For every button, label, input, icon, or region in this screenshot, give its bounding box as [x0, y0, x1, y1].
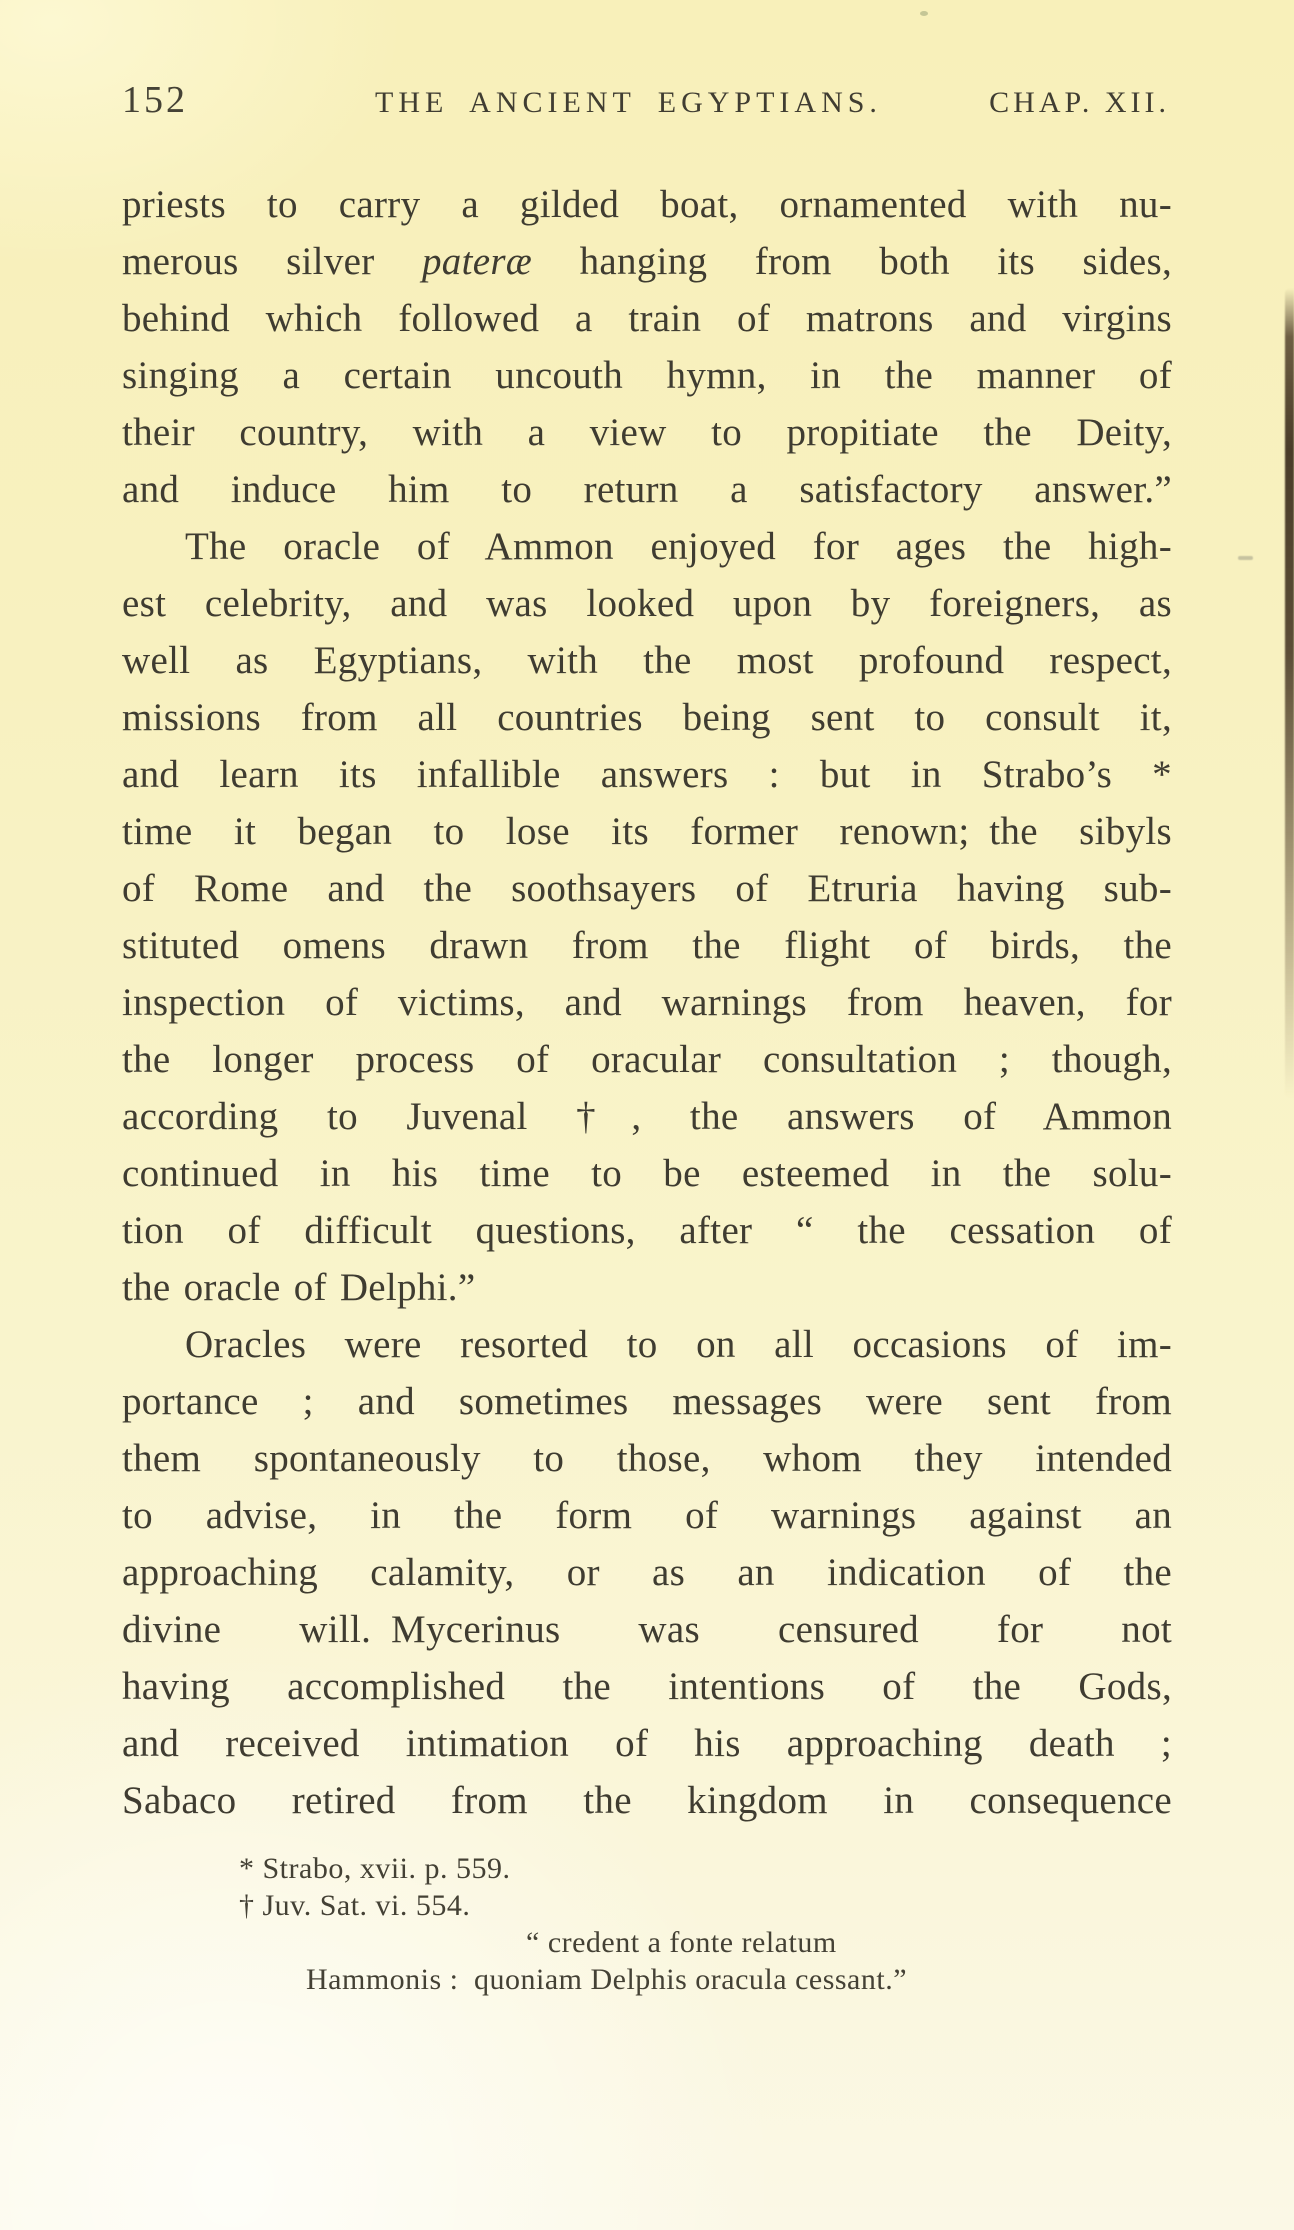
footnote-line: Hammonis : quoniam Delphis oracula cessant.” [306, 1963, 908, 1996]
text-segment: continued in his time to be esteemed in the solu- [122, 1152, 1172, 1195]
text-segment: having accomplished the intentions of the Gods, [122, 1665, 1172, 1708]
text-line [122, 632, 1172, 689]
text-line [122, 404, 1172, 461]
text-line [122, 1601, 1172, 1658]
text-segment: their country, with a view to propitiate the Deity, [122, 411, 1172, 454]
text-segment: Oracles were resorted to on all occasions of im- [185, 1323, 1172, 1366]
text-segment: portance ; and sometimes messages were sent from [122, 1380, 1172, 1423]
text-line [122, 1145, 1172, 1202]
text-segment: time it began to lose its former renown; the sibyls [122, 810, 1172, 853]
running-title: THE ANCIENT EGYPTIANS. [375, 86, 882, 119]
text-line [122, 1658, 1172, 1715]
text-segment: the longer process of oracular consultation ; though, [122, 1038, 1172, 1081]
page-header [122, 79, 1170, 130]
scan-stain-right-edge [1285, 288, 1294, 1098]
text-line [122, 689, 1172, 746]
text-segment: Sabaco retired from the kingdom in consequence [122, 1779, 1172, 1822]
text-segment: according to Juvenal †, the answers of Ammon [122, 1095, 1172, 1138]
text-segment: The oracle of Ammon enjoyed for ages the high- [185, 525, 1172, 568]
text-segment: est celebrity, and was looked upon by foreigners, as [122, 582, 1172, 625]
text-line [122, 1373, 1172, 1430]
text-line [122, 1259, 1172, 1316]
text-line [122, 1487, 1172, 1544]
text-line [122, 803, 1172, 860]
text-segment: them spontaneously to those, whom they intended [122, 1437, 1172, 1480]
text-line [122, 290, 1172, 347]
text-segment: priests to carry a gilded boat, ornamented with nu- [122, 183, 1172, 226]
text-line [122, 461, 1172, 518]
text-line [122, 1316, 1172, 1373]
text-segment: singing a certain uncouth hymn, in the manner of [122, 354, 1172, 397]
text-segment: approaching calamity, or as an indication of the [122, 1551, 1172, 1594]
text-line [122, 176, 1172, 233]
text-line [122, 860, 1172, 917]
italic-term: pateræ [421, 240, 533, 283]
text-line [122, 1715, 1172, 1772]
text-segment: inspection of victims, and warnings from heaven, for [122, 981, 1172, 1024]
text-segment: hanging from both its sides, [532, 240, 1172, 283]
footnote-line: * Strabo, xvii. p. 559. [239, 1852, 511, 1885]
text-line [122, 1202, 1172, 1259]
text-line [122, 1088, 1172, 1145]
text-segment: to advise, in the form of warnings against an [122, 1494, 1172, 1537]
text-segment: behind which followed a train of matrons and virgins [122, 297, 1172, 340]
page-body [122, 176, 1172, 1829]
text-segment: tion of difficult questions, after “ the cessation of [122, 1209, 1172, 1252]
text-segment: merous silver [122, 240, 422, 283]
chapter-label: CHAP. XII. [989, 86, 1170, 119]
text-line [122, 1544, 1172, 1601]
text-segment: and received intimation of his approaching death ; [122, 1722, 1172, 1765]
scan-dash-right-margin [1238, 556, 1253, 560]
text-line [122, 233, 1172, 290]
text-segment: of Rome and the soothsayers of Etruria having sub- [122, 867, 1172, 910]
text-line [122, 917, 1172, 974]
text-line [122, 347, 1172, 404]
text-segment: stituted omens drawn from the flight of birds, the [122, 924, 1172, 967]
text-line [122, 974, 1172, 1031]
text-line [122, 1031, 1172, 1088]
text-line [122, 1430, 1172, 1487]
page-number: 152 [122, 79, 188, 121]
text-segment: missions from all countries being sent to consult it, [122, 696, 1172, 739]
text-segment: well as Egyptians, with the most profound respect, [122, 639, 1172, 682]
footnote-block [122, 1850, 1202, 1998]
text-segment: and induce him to return a satisfactory answer.” [122, 468, 1172, 511]
text-segment: and learn its infallible answers : but in Strabo’s * [122, 753, 1172, 796]
footnote-line: † Juv. Sat. vi. 554. [239, 1889, 471, 1922]
text-line [122, 518, 1172, 575]
text-segment: the oracle of Delphi.” [122, 1266, 476, 1309]
text-line [122, 1772, 1172, 1829]
text-segment: divine will. Mycerinus was censured for not [122, 1608, 1172, 1651]
text-line [122, 575, 1172, 632]
text-line [122, 746, 1172, 803]
scan-speck-top [920, 11, 928, 16]
footnote-line: “ credent a fonte relatum [526, 1926, 837, 1959]
